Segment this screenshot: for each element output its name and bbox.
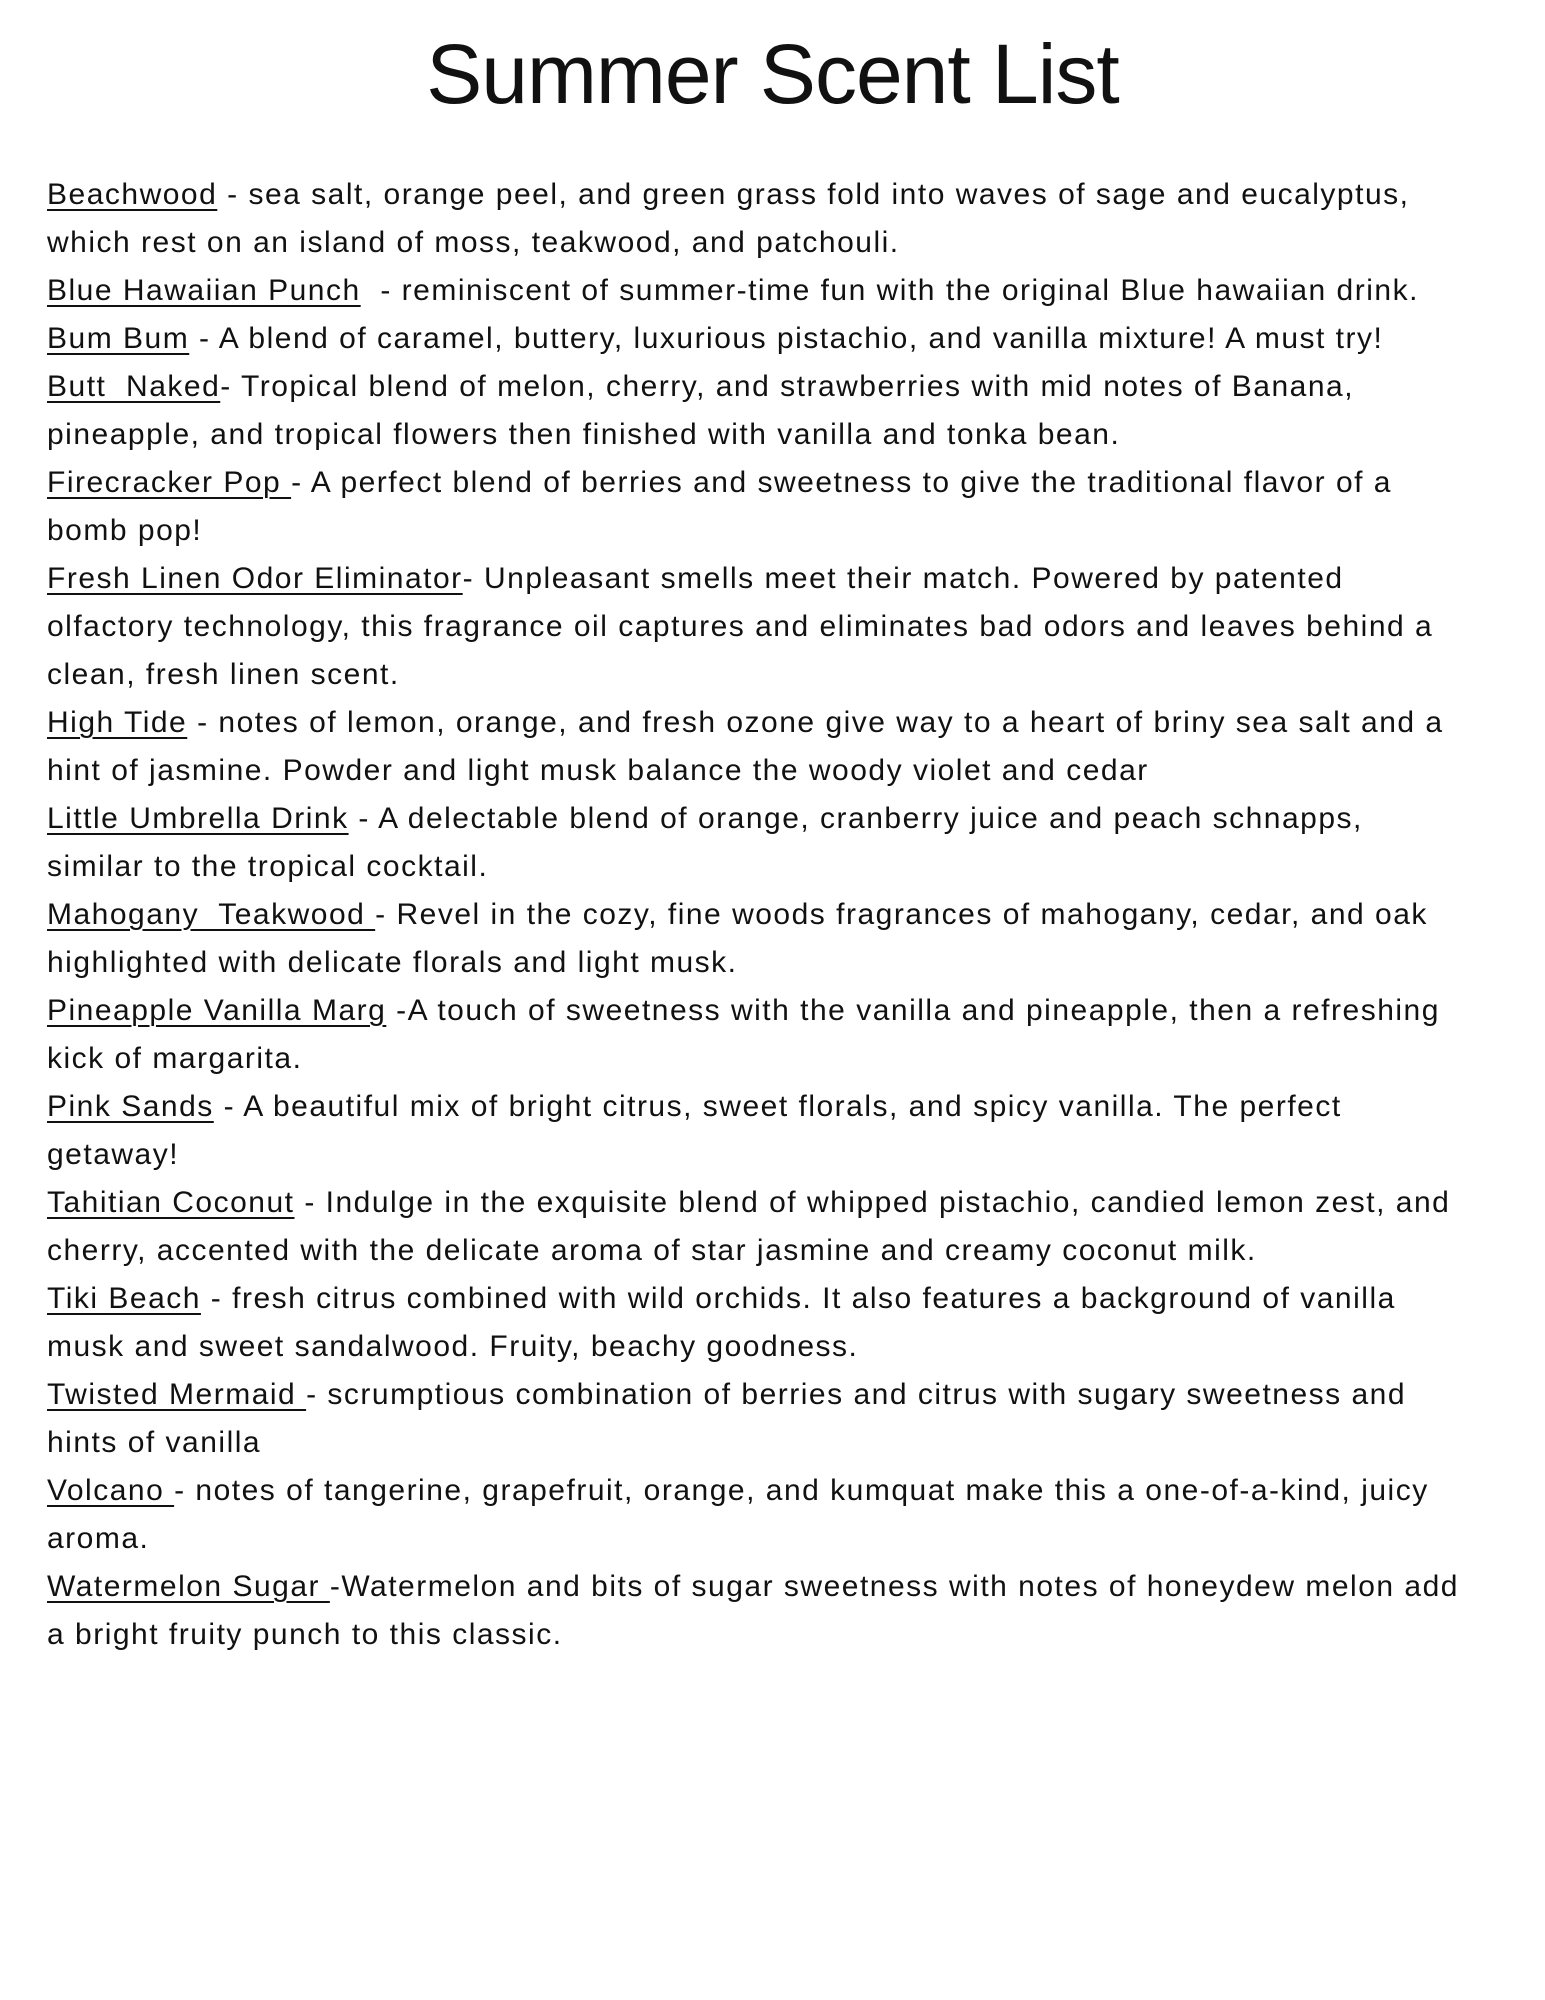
scent-name: Mahogany Teakwood <box>47 897 376 931</box>
scent-name: Fresh Linen Odor Eliminator <box>47 561 463 595</box>
scent-description: - reminiscent of summer-time fun with the original Blue hawaiian drink. <box>360 273 1419 307</box>
scent-description: - scrumptious combination of berries and citrus with sugary sweetness and hints of vanilla <box>47 1377 1416 1459</box>
scent-entry-fresh-linen-odor-eliminator <box>47 555 1467 699</box>
scent-entry-butt-naked <box>47 363 1467 459</box>
scent-entry-pink-sands <box>47 1083 1467 1179</box>
scent-description: - A beautiful mix of bright citrus, sweet florals, and spicy vanilla. The perfect getaway! <box>47 1089 1352 1171</box>
scent-entry-pineapple-vanilla-marg <box>47 987 1467 1083</box>
scent-entry-little-umbrella-drink <box>47 795 1467 891</box>
scent-name: Twisted Mermaid <box>47 1377 307 1411</box>
scent-description: - A perfect blend of berries and sweetness to give the traditional flavor of a bomb pop! <box>47 465 1402 547</box>
scent-entry-beachwood <box>47 171 1467 267</box>
scent-description: -Watermelon and bits of sugar sweetness with notes of honeydew melon add a bright fruity punch to this classic. <box>47 1569 1469 1651</box>
scent-entry-mahogany-teakwood <box>47 891 1467 987</box>
scent-name: Tiki Beach <box>47 1281 201 1315</box>
scent-entry-bum-bum <box>47 315 1467 363</box>
scent-name: Tahitian Coconut <box>47 1185 295 1219</box>
page-title: Summer Scent List <box>426 27 1119 121</box>
scent-description: - Unpleasant smells meet their match. Powered by patented olfactory technology, this fragrance oil captures and eliminates bad odors and leaves behind a clean, fresh linen scent. <box>47 561 1444 691</box>
scent-name: Little Umbrella Drink <box>47 801 349 835</box>
scent-entry-volcano <box>47 1467 1467 1563</box>
scent-description: - Indulge in the exquisite blend of whipped pistachio, candied lemon zest, and cherry, accented with the delicate aroma of star jasmine and creamy coconut milk. <box>47 1185 1461 1267</box>
scent-description: - notes of tangerine, grapefruit, orange, and kumquat make this a one-of-a-kind, juicy aroma. <box>47 1473 1439 1555</box>
scent-name: Pineapple Vanilla Marg <box>47 993 387 1027</box>
scent-entry-high-tide <box>47 699 1467 795</box>
scent-name: Watermelon Sugar <box>47 1569 330 1603</box>
scent-description: - notes of lemon, orange, and fresh ozone give way to a heart of briny sea salt and a hint of jasmine. Powder and light musk balance the woody violet and cedar <box>47 705 1454 787</box>
scent-description: - Revel in the cozy, fine woods fragrances of mahogany, cedar, and oak highlighted with delicate florals and light musk. <box>47 897 1438 979</box>
scent-name: Butt Naked <box>47 369 221 403</box>
scent-description: - Tropical blend of melon, cherry, and strawberries with mid notes of Banana, pineapple, and tropical flowers then finished with vanilla and tonka bean. <box>47 369 1364 451</box>
scent-description: - sea salt, orange peel, and green grass fold into waves of sage and eucalyptus, which rest on an island of moss, teakwood, and patchouli. <box>47 177 1420 259</box>
scent-name: Blue Hawaiian Punch <box>47 273 361 307</box>
scent-name: High Tide <box>47 705 188 739</box>
scent-description: - fresh citrus combined with wild orchids. It also features a background of vanilla musk and sweet sandalwood. Fruity, beachy goodness. <box>47 1281 1406 1363</box>
scent-list <box>47 171 1467 1659</box>
scent-entry-twisted-mermaid <box>47 1371 1467 1467</box>
scent-entry-tiki-beach <box>47 1275 1467 1371</box>
scent-name: Pink Sands <box>47 1089 214 1123</box>
scent-description: - A blend of caramel, buttery, luxurious pistachio, and vanilla mixture! A must try! <box>189 321 1384 355</box>
scent-description: - A delectable blend of orange, cranberry juice and peach schnapps, similar to the tropical cocktail. <box>47 801 1373 883</box>
scent-name: Firecracker Pop <box>47 465 292 499</box>
scent-description: -A touch of sweetness with the vanilla and pineapple, then a refreshing kick of margarita. <box>47 993 1450 1075</box>
scent-entry-tahitian-coconut <box>47 1179 1467 1275</box>
scent-name: Beachwood <box>47 177 218 211</box>
scent-entry-blue-hawaiian-punch <box>47 267 1467 315</box>
scent-name: Volcano <box>47 1473 175 1507</box>
scent-name: Bum Bum <box>47 321 190 355</box>
scent-entry-firecracker-pop <box>47 459 1467 555</box>
scent-entry-watermelon-sugar <box>47 1563 1467 1659</box>
